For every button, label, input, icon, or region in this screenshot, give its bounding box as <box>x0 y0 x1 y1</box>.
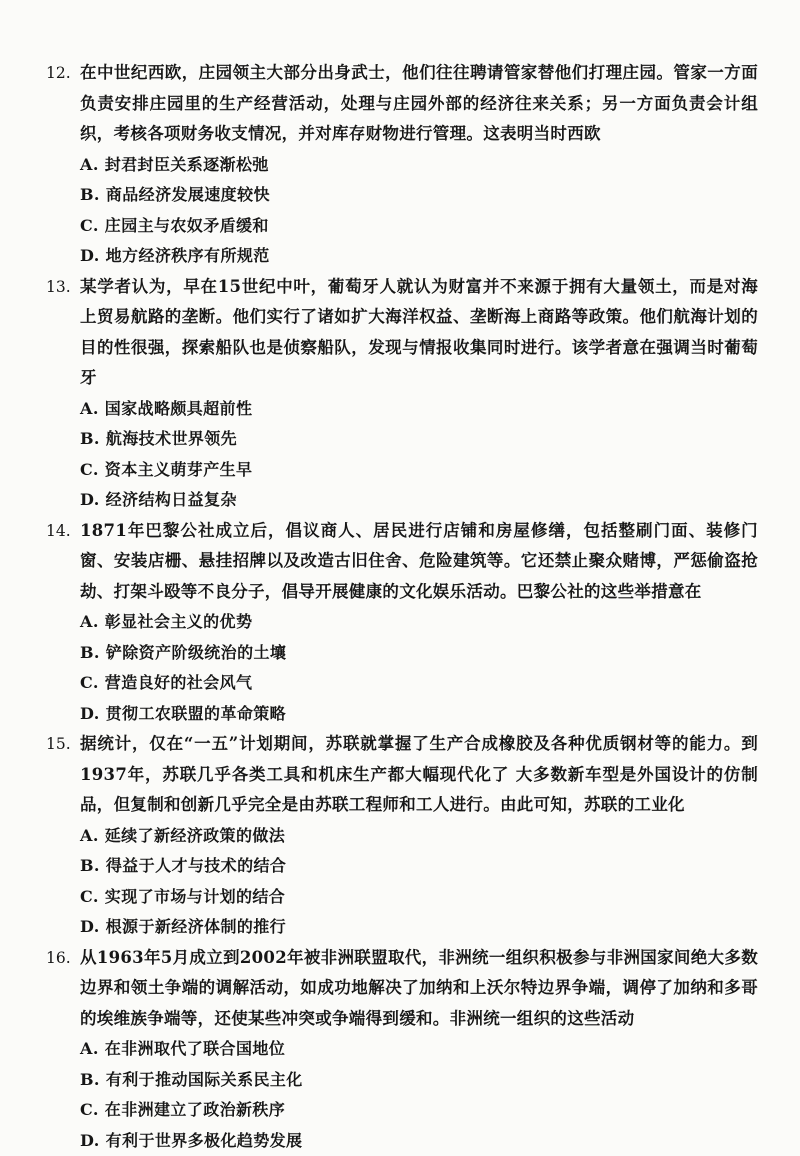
option-d: D. 贯彻工农联盟的革命策略 <box>80 699 758 730</box>
exam-page <box>46 58 758 1156</box>
option-b: B. 得益于人才与技术的结合 <box>80 851 758 882</box>
options-list <box>80 394 758 516</box>
options-list <box>80 607 758 729</box>
question-number: 15. <box>46 729 80 821</box>
option-d: D. 有利于世界多极化趋势发展 <box>80 1126 758 1156</box>
question-number: 14. <box>46 516 80 608</box>
question-16 <box>46 943 758 1156</box>
options-list <box>80 150 758 272</box>
option-d: D. 地方经济秩序有所规范 <box>80 241 758 272</box>
question-number: 12. <box>46 58 80 150</box>
option-a: A. 在非洲取代了联合国地位 <box>80 1034 758 1065</box>
option-c: C. 庄园主与农奴矛盾缓和 <box>80 211 758 242</box>
question-15 <box>46 729 758 943</box>
question-stem: 从1963年5月成立到2002年被非洲联盟取代，非洲统一组织积极参与非洲国家间绝大多数边界和领土争端的调解活动，如成功地解决了加纳和上沃尔特边界争端，调停了加纳和多哥的埃维族争端等，还使某些冲突或争端得到缓和。非洲统一组织的这些活动 <box>80 943 758 1035</box>
option-c: C. 在非洲建立了政治新秩序 <box>80 1095 758 1126</box>
option-b: B. 航海技术世界领先 <box>80 424 758 455</box>
question-stem: 1871年巴黎公社成立后，倡议商人、居民进行店铺和房屋修缮，包括整刷门面、装修门窗、安装店栅、悬挂招牌以及改造古旧住舍、危险建筑等。它还禁止聚众赌博，严惩偷盗抢劫、打架斗殴等不良分子，倡导开展健康的文化娱乐活动。巴黎公社的这些举措意在 <box>80 516 758 608</box>
question-stem: 某学者认为，早在15世纪中叶，葡萄牙人就认为财富并不来源于拥有大量领土，而是对海上贸易航路的垄断。他们实行了诸如扩大海洋权益、垄断海上商路等政策。他们航海计划的目的性很强，探索船队也是侦察船队，发现与情报收集同时进行。该学者意在强调当时葡萄牙 <box>80 272 758 394</box>
option-d: D. 根源于新经济体制的推行 <box>80 912 758 943</box>
question-number: 13. <box>46 272 80 394</box>
options-list <box>80 1034 758 1156</box>
question-12 <box>46 58 758 272</box>
options-list <box>80 821 758 943</box>
option-c: C. 实现了市场与计划的结合 <box>80 882 758 913</box>
option-b: B. 铲除资产阶级统治的土壤 <box>80 638 758 669</box>
question-stem: 据统计，仅在“一五”计划期间，苏联就掌握了生产合成橡胶及各种优质钢材等的能力。到1937年，苏联几乎各类工具和机床生产都大幅现代化了 大多数新车型是外国设计的仿制品，但复制和创新几乎完全是由苏联工程师和工人进行。由此可知，苏联的工业化 <box>80 729 758 821</box>
option-a: A. 彰显社会主义的优势 <box>80 607 758 638</box>
option-a: A. 国家战略颇具超前性 <box>80 394 758 425</box>
option-a: A. 封君封臣关系逐渐松弛 <box>80 150 758 181</box>
question-stem: 在中世纪西欧，庄园领主大部分出身武士，他们往往聘请管家替他们打理庄园。管家一方面负责安排庄园里的生产经营活动，处理与庄园外部的经济往来关系；另一方面负责会计组织，考核各项财务收支情况，并对库存财物进行管理。这表明当时西欧 <box>80 58 758 150</box>
question-number: 16. <box>46 943 80 1035</box>
option-d: D. 经济结构日益复杂 <box>80 485 758 516</box>
question-13 <box>46 272 758 516</box>
option-a: A. 延续了新经济政策的做法 <box>80 821 758 852</box>
option-c: C. 营造良好的社会风气 <box>80 668 758 699</box>
option-b: B. 商品经济发展速度较快 <box>80 180 758 211</box>
question-14 <box>46 516 758 730</box>
option-b: B. 有利于推动国际关系民主化 <box>80 1065 758 1096</box>
option-c: C. 资本主义萌芽产生早 <box>80 455 758 486</box>
